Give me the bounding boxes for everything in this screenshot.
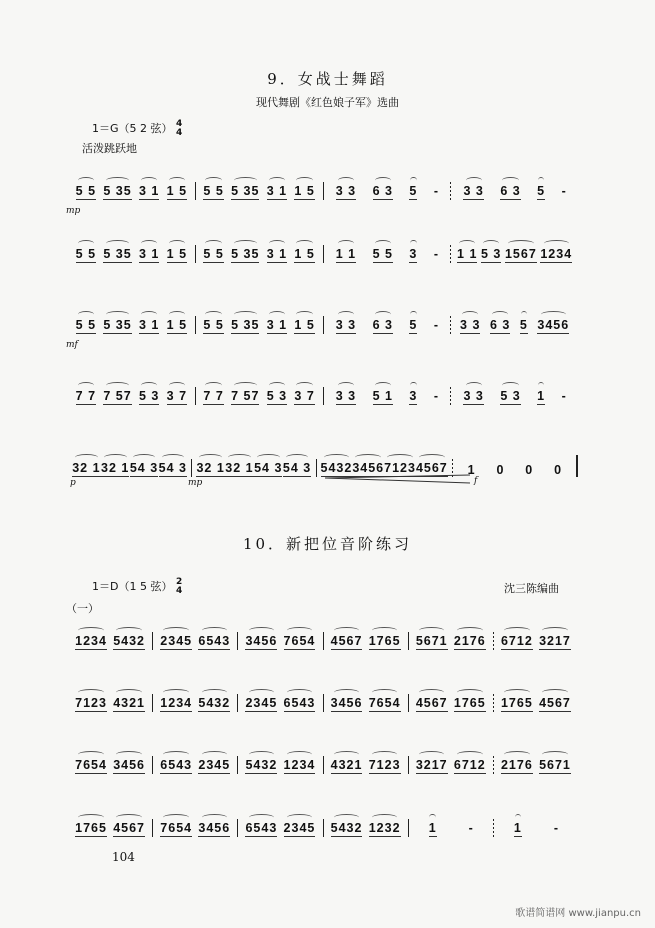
note-group: 5 [519, 318, 528, 332]
measure [409, 758, 493, 774]
note-group: 0 [554, 463, 562, 477]
note-group: 1 5 [166, 184, 188, 198]
note-group: 5 35 [231, 318, 260, 332]
note-group: 54 3 [254, 461, 283, 475]
note-group: 5 5 [203, 247, 224, 261]
note-group: 3 [409, 389, 418, 403]
measure [68, 696, 152, 712]
section-label: （一） [66, 602, 99, 615]
measure [153, 696, 237, 712]
note-group: 6543 [198, 634, 231, 648]
measure [68, 247, 195, 263]
measure [192, 461, 315, 477]
note-group: 1 [428, 821, 437, 835]
note-group: 5432 [198, 696, 231, 710]
measure [451, 318, 578, 334]
final-barline [576, 455, 578, 477]
measure [494, 758, 578, 774]
staff-row [68, 455, 578, 477]
piece10-title: 10．新把位音阶练习 [242, 535, 413, 553]
note-group: 1234 [540, 247, 573, 261]
note-group: 5 35 [103, 247, 132, 261]
arranger: 沈三陈编曲 [504, 582, 559, 595]
note-group: 7654 [75, 758, 107, 772]
staff-row [68, 245, 578, 263]
note-group: 2345 [283, 821, 316, 835]
measure [324, 389, 451, 405]
measure [324, 696, 408, 712]
measure [68, 461, 191, 477]
note-group: 3 1 [138, 318, 160, 332]
piece10-key [92, 578, 182, 596]
note-group: 3 [409, 247, 418, 261]
measure [409, 821, 493, 837]
measure [68, 634, 152, 650]
note-group: - [553, 821, 558, 835]
measure [196, 389, 323, 405]
note-group: 3 1 [138, 247, 160, 261]
measure [238, 696, 322, 712]
time-top: 2 [175, 577, 183, 587]
note-group: 5432 [320, 461, 353, 475]
measure [238, 758, 322, 774]
note-group: 32 1 [225, 461, 254, 475]
note-group: 6712 [453, 758, 486, 772]
note-group: 5 3 [138, 389, 160, 403]
note-group: 1234 [75, 634, 107, 648]
note-group: 3456 [198, 821, 231, 835]
time-top: 4 [176, 119, 183, 129]
note-group: 2176 [453, 634, 486, 648]
staff-row [68, 387, 578, 405]
note-group: 3 1 [138, 184, 160, 198]
note-group: 6543 [283, 696, 316, 710]
note-group: 4567 [415, 696, 448, 710]
note-group: 3456 [113, 758, 146, 772]
note-group: 1 5 [166, 247, 188, 261]
measure [451, 389, 578, 405]
note-group: 2345 [245, 696, 278, 710]
note-group: 0 [525, 463, 533, 477]
measure [409, 634, 493, 650]
note-group: 7 7 [203, 389, 224, 403]
note-group: 32 1 [196, 461, 225, 475]
note-group: 32 1 [101, 461, 130, 475]
watermark: 歌谱简谱网 www.jianpu.cn [515, 908, 641, 919]
note-group: 7654 [160, 821, 193, 835]
measure [451, 184, 578, 200]
note-group: 2176 [500, 758, 533, 772]
note-group: 5 [409, 318, 418, 332]
note-group: 6 3 [372, 184, 393, 198]
measure [153, 758, 237, 774]
staff-row [68, 182, 578, 200]
note-group: 4321 [113, 696, 146, 710]
note-group: - [433, 247, 438, 261]
note-group: 4567 [539, 696, 571, 710]
dynamic-mp: mp [66, 206, 81, 216]
measure [68, 318, 195, 334]
note-group: 3 7 [166, 389, 188, 403]
staff-row [68, 694, 578, 712]
note-group: 1765 [75, 821, 107, 835]
measure [68, 184, 195, 200]
measure [68, 821, 152, 837]
note-group: 3 3 [335, 318, 357, 332]
note-group: 5 [409, 184, 418, 198]
note-group: 3 1 [266, 318, 288, 332]
note-group: 5 1 [372, 389, 393, 403]
note-group: 3 1 [266, 247, 288, 261]
note-group: 5 5 [75, 184, 97, 198]
note-group: 3456 [245, 634, 278, 648]
measure [494, 696, 578, 712]
note-group: 7 7 [75, 389, 97, 403]
note-group: 3 7 [294, 389, 315, 403]
note-group: 3456 [352, 461, 385, 475]
note-group: 3 3 [335, 389, 357, 403]
measure [238, 821, 322, 837]
note-group: 1 5 [294, 318, 315, 332]
measure [494, 634, 578, 650]
note-group: 1234 [160, 696, 193, 710]
note-group: 1 [513, 821, 522, 835]
time-signature [176, 578, 182, 596]
measure [196, 318, 323, 334]
note-group: 3 3 [335, 184, 357, 198]
note-group: 5 5 [75, 247, 97, 261]
note-group: - [433, 318, 438, 332]
measure [324, 318, 451, 334]
piece9-title: 9．女战士舞蹈 [267, 70, 388, 88]
staff-row [68, 632, 578, 650]
dynamic-mf: mf [66, 340, 78, 350]
measure [68, 389, 195, 405]
note-group: 1 5 [166, 318, 188, 332]
note-group: 6543 [160, 758, 193, 772]
note-group: 7654 [368, 696, 401, 710]
note-group: 5432 [330, 821, 363, 835]
measure [196, 184, 323, 200]
piece9-subtitle: 现代舞剧《红色娘子军》选曲 [256, 96, 399, 109]
note-group: - [561, 184, 566, 198]
page-number: 104 [112, 850, 135, 864]
dynamic-f: f [474, 476, 478, 486]
note-group: 1234 [283, 758, 316, 772]
note-group: 1 [467, 463, 475, 477]
note-group: 2345 [160, 634, 193, 648]
note-group: 5 35 [231, 247, 260, 261]
note-group: 1 5 [294, 247, 315, 261]
piece9-key [92, 120, 182, 138]
note-group: 3456 [537, 318, 570, 332]
note-group: 5 5 [372, 247, 393, 261]
note-group: 5 3 [481, 247, 502, 261]
note-group: 5 [537, 184, 546, 198]
measure [153, 821, 237, 837]
note-group: 3 3 [463, 184, 484, 198]
measure [196, 247, 323, 263]
note-group: 6 3 [372, 318, 393, 332]
note-group: 5 35 [103, 318, 132, 332]
note-group: 0 [496, 463, 504, 477]
key-signature: 1＝G（5 2 弦） [92, 122, 173, 135]
note-group: 6 3 [500, 184, 521, 198]
note-group: 7123 [384, 461, 416, 475]
note-group: 4567 [330, 634, 363, 648]
note-group: 7123 [368, 758, 401, 772]
note-group: - [433, 389, 438, 403]
dynamic-p: p [70, 478, 76, 488]
note-group: 6 3 [489, 318, 511, 332]
measure [238, 634, 322, 650]
measure [409, 696, 493, 712]
dynamic-mp: mp [188, 478, 203, 488]
note-group: 4567 [113, 821, 146, 835]
key-signature: 1＝D（1 5 弦） [92, 580, 173, 593]
note-group: 1 1 [335, 247, 357, 261]
note-group: - [468, 821, 473, 835]
crescendo-hairpin [325, 474, 478, 488]
note-group: 5 3 [266, 389, 288, 403]
note-group: 3 3 [463, 389, 484, 403]
note-group: 1 1 [457, 247, 478, 261]
note-group: 5 35 [103, 184, 132, 198]
note-group: 54 3 [129, 461, 159, 475]
note-group: 1 [537, 389, 546, 403]
note-group: 5 35 [231, 184, 260, 198]
note-group: 3 3 [460, 318, 481, 332]
measure [324, 821, 408, 837]
note-group: - [561, 389, 566, 403]
measure [324, 184, 451, 200]
note-group: 1232 [368, 821, 401, 835]
note-group: 5 5 [203, 184, 224, 198]
note-group: 32 1 [72, 461, 101, 475]
note-group: 7123 [75, 696, 107, 710]
note-group: - [433, 184, 438, 198]
note-group: 5432 [113, 634, 146, 648]
note-group: 3217 [415, 758, 448, 772]
note-group: 5671 [415, 634, 448, 648]
time-signature [176, 120, 182, 138]
measure [324, 758, 408, 774]
note-group: 5 5 [75, 318, 97, 332]
note-group: 5432 [245, 758, 278, 772]
measure [324, 247, 451, 263]
note-group: 1 5 [294, 184, 315, 198]
note-group: 3456 [330, 696, 363, 710]
note-group: 6543 [245, 821, 278, 835]
note-group: 7654 [283, 634, 316, 648]
note-group: 1765 [500, 696, 533, 710]
time-bottom: 4 [175, 586, 183, 596]
note-group: 1765 [453, 696, 486, 710]
note-group: 5671 [539, 758, 571, 772]
note-group: 1765 [368, 634, 401, 648]
staff-row [68, 819, 578, 837]
note-group: 54 3 [158, 461, 188, 475]
note-group: 4321 [330, 758, 363, 772]
measure [451, 247, 578, 263]
note-group: 7 57 [103, 389, 132, 403]
note-group: 3217 [539, 634, 571, 648]
measure [324, 634, 408, 650]
note-group: 5 3 [500, 389, 521, 403]
note-group: 1567 [504, 247, 537, 261]
note-group: 4567 [415, 461, 448, 475]
tempo-marking: 活泼跳跃地 [82, 142, 137, 155]
note-group: 54 3 [282, 461, 312, 475]
note-group: 3 1 [266, 184, 288, 198]
note-group: 5 5 [203, 318, 224, 332]
time-bottom: 4 [176, 128, 183, 138]
measure [153, 634, 237, 650]
measure [68, 758, 152, 774]
staff-row [68, 316, 578, 334]
staff-row [68, 756, 578, 774]
note-group: 2345 [198, 758, 231, 772]
measure [494, 821, 578, 837]
note-group: 7 57 [231, 389, 260, 403]
note-group: 6712 [500, 634, 533, 648]
